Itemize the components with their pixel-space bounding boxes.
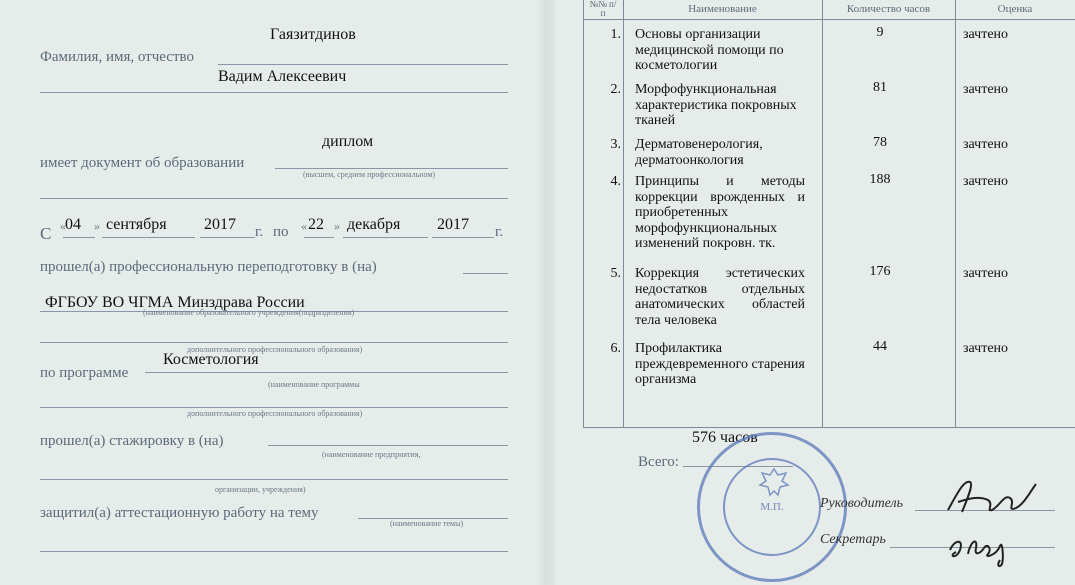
thesis-hint: (наименование темы) bbox=[390, 519, 464, 528]
row-6-num: 6. bbox=[610, 341, 621, 356]
row-3-num: 3. bbox=[610, 137, 621, 152]
surname-value: Гаязитдинов bbox=[270, 26, 356, 43]
program-label: по программе bbox=[40, 365, 129, 381]
org-hint: организации, учреждения) bbox=[215, 485, 306, 494]
additional-hint-1: дополнительного профессионального образования) bbox=[187, 345, 363, 354]
row-2-grade: зачтено bbox=[963, 82, 1009, 97]
doc-hint: (высшем, среднем профессиональном) bbox=[303, 170, 436, 179]
header-hours: Количество часов bbox=[846, 3, 931, 15]
additional-underline-1 bbox=[40, 342, 508, 343]
secretary-label: Секретарь bbox=[820, 532, 886, 547]
row-6-name: Профилактика преждевременного старения организма bbox=[635, 341, 805, 387]
row-4-grade: зачтено bbox=[963, 174, 1009, 189]
institution-value: ФГБОУ ВО ЧГМА Минздрава России bbox=[45, 294, 305, 311]
doc-underline-2 bbox=[40, 198, 508, 199]
to-day-quote-open: « bbox=[301, 219, 307, 233]
institution-hint: (наименование образовательного учреждения(подразделения) bbox=[143, 308, 355, 317]
row-1-hours: 9 bbox=[876, 25, 884, 40]
table-col-divider-3 bbox=[955, 0, 956, 428]
eagle-emblem-icon bbox=[754, 463, 794, 503]
from-day-quote-open: « bbox=[60, 219, 66, 233]
row-1-name: Основы организации медицинской помощи по косметологии bbox=[635, 27, 784, 73]
from-day-underline bbox=[63, 237, 95, 238]
additional-underline-2 bbox=[40, 407, 508, 408]
row-6-grade: зачтено bbox=[963, 341, 1009, 356]
program-value: Косметология bbox=[163, 351, 259, 368]
doc-underline bbox=[275, 168, 508, 169]
row-4-hours: 188 bbox=[869, 172, 891, 187]
to-year-value: 2017 bbox=[437, 216, 469, 233]
from-year-value: 2017 bbox=[204, 216, 236, 233]
row-2-hours: 81 bbox=[873, 80, 887, 95]
row-5-hours: 176 bbox=[869, 264, 891, 279]
from-month-underline bbox=[102, 237, 195, 238]
to-month-underline bbox=[343, 237, 428, 238]
internship-label: прошел(а) стажировку в (на) bbox=[40, 433, 224, 449]
secretary-signature-icon bbox=[940, 520, 1030, 570]
thesis-underline-2 bbox=[40, 551, 508, 552]
fio-label: Фамилия, имя, отчество bbox=[40, 49, 194, 65]
doc-type-value: диплом bbox=[322, 133, 374, 150]
stamp-mark: М.П. bbox=[760, 501, 784, 513]
program-hint: (наименование программы bbox=[268, 380, 360, 389]
from-year-underline bbox=[200, 237, 255, 238]
from-year-suffix: г. bbox=[255, 224, 264, 240]
row-5-num: 5. bbox=[610, 266, 621, 281]
internship-underline bbox=[268, 445, 508, 446]
from-prefix: С bbox=[40, 224, 52, 243]
additional-hint-2: дополнительного профессионального образования) bbox=[187, 409, 363, 418]
total-hours-value: 576 часов bbox=[692, 429, 758, 446]
name-patronymic-value: Вадим Алексеевич bbox=[218, 68, 347, 85]
from-month-value: сентября bbox=[106, 216, 167, 233]
to-year-suffix: г. bbox=[495, 224, 504, 240]
row-1-num: 1. bbox=[610, 27, 621, 42]
doc-label: имеет документ об образовании bbox=[40, 155, 245, 171]
row-4-num: 4. bbox=[610, 174, 621, 189]
total-label: Всего: bbox=[638, 454, 679, 470]
program-underline bbox=[145, 372, 508, 373]
row-3-hours: 78 bbox=[873, 135, 887, 150]
internship-hint: (наименование предприятия, bbox=[322, 450, 421, 459]
to-day-value: 22 bbox=[308, 216, 324, 233]
table-header-rule bbox=[583, 19, 1075, 20]
row-5-grade: зачтено bbox=[963, 266, 1009, 281]
name-underline bbox=[40, 92, 508, 93]
from-day-value: 04 bbox=[65, 216, 81, 233]
table-col-divider-2 bbox=[822, 0, 823, 428]
header-name: Наименование bbox=[688, 3, 757, 15]
retraining-label: прошел(а) профессиональную переподготовку в (на) bbox=[40, 259, 377, 275]
to-month-value: декабря bbox=[347, 216, 401, 233]
head-label: Руководитель bbox=[820, 496, 904, 511]
retraining-underline bbox=[463, 273, 508, 274]
org-underline bbox=[40, 479, 508, 480]
to-day-underline bbox=[304, 237, 334, 238]
thesis-label: защитил(а) аттестационную работу на тему bbox=[40, 505, 319, 521]
table-bottom-rule bbox=[583, 427, 1075, 428]
header-num: №№ п/п bbox=[589, 0, 617, 18]
fio-underline bbox=[218, 64, 508, 65]
table-col-divider-1 bbox=[623, 0, 624, 428]
row-5-name: Коррекция эстетических недостатков отдельных анатомических областей тела человека bbox=[635, 266, 805, 328]
to-year-underline bbox=[432, 237, 494, 238]
row-1-grade: зачтено bbox=[963, 27, 1009, 42]
row-3-grade: зачтено bbox=[963, 137, 1009, 152]
header-grade: Оценка bbox=[997, 3, 1033, 15]
page-fold bbox=[537, 0, 555, 585]
row-2-num: 2. bbox=[610, 82, 621, 97]
row-4-name: Принципы и методы коррекции врожденных и приобретенных морфофункциональных изменений покровн. тк. bbox=[635, 174, 805, 251]
to-word: по bbox=[273, 224, 289, 240]
to-day-quote-close: » bbox=[334, 219, 340, 233]
from-day-quote-close: » bbox=[94, 219, 100, 233]
table-border-left bbox=[583, 0, 584, 428]
row-3-name: Дерматовенерология, дерматоонкология bbox=[635, 137, 763, 168]
row-6-hours: 44 bbox=[873, 339, 887, 354]
row-2-name: Морфофункциональная характеристика покровных тканей bbox=[635, 82, 797, 128]
head-signature-icon bbox=[940, 472, 1050, 522]
